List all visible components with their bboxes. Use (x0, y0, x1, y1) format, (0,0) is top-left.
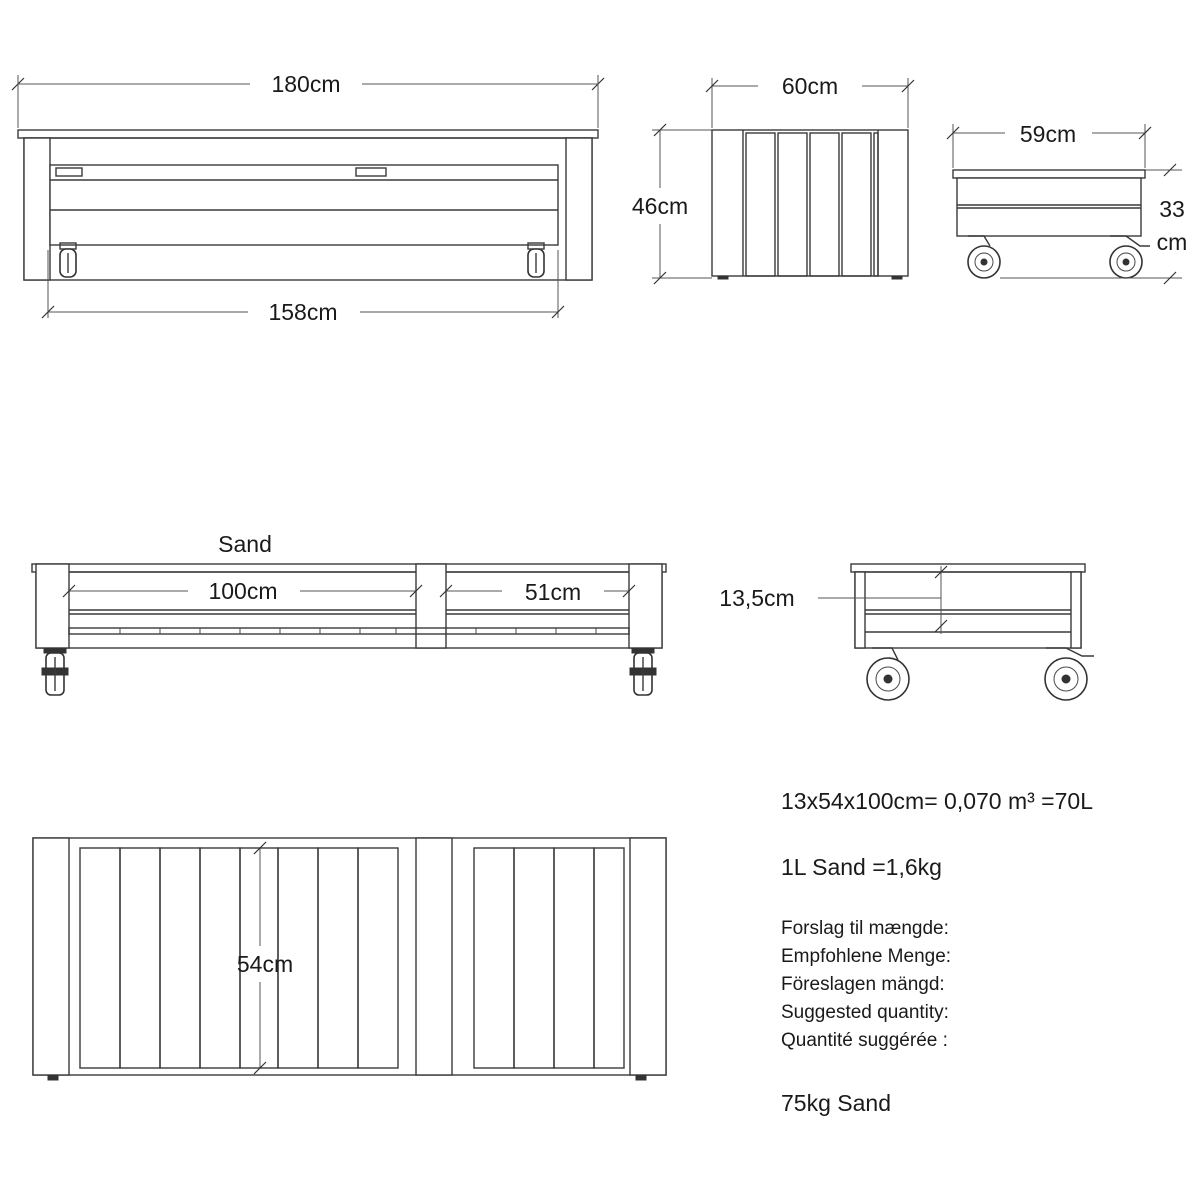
caster-section-right (630, 648, 656, 695)
sandbox-section-view (32, 531, 666, 695)
dim-width-top: 60cm (781, 73, 839, 99)
sandbox-end-view (719, 564, 1094, 700)
suggested-quantity-list (781, 915, 951, 1055)
dim-sand-length: 100cm (208, 578, 278, 604)
side-elevation-view (632, 73, 914, 284)
caster-box-left (968, 236, 1000, 278)
dim-height-box-value: 33 (1159, 196, 1185, 222)
result-note: 75kg Sand (781, 1090, 891, 1116)
density-note: 1L Sand =1,6kg (781, 854, 942, 880)
dim-height-total: 46cm (631, 193, 689, 219)
caster-end-right (1045, 648, 1094, 700)
dim-sand-depth: 13,5cm (719, 585, 795, 611)
front-elevation-view (12, 71, 604, 325)
suggested-label-en: Suggested quantity: (781, 1002, 949, 1023)
caster-box-right (1110, 236, 1150, 278)
caster-end-left (867, 648, 909, 700)
dim-length-inner: 158cm (268, 299, 338, 325)
suggested-label-da: Forslag til mængde: (781, 918, 949, 939)
caster-section-left (42, 648, 68, 695)
box-side-view (947, 121, 1187, 284)
volume-note: 13x54x100cm= 0,070 m³ =70L (781, 788, 1093, 814)
sandbox-top-view (33, 838, 666, 1080)
dim-height-box-unit: cm (1156, 229, 1188, 255)
caster-front-right (528, 243, 544, 277)
dim-width-box: 59cm (1019, 121, 1077, 147)
sand-label: Sand (218, 531, 272, 557)
suggested-label-fr: Quantité suggérée : (781, 1030, 948, 1051)
suggested-label-sv: Föreslagen mängd: (781, 974, 945, 995)
dim-sand-width: 54cm (236, 951, 294, 977)
dim-storage-length: 51cm (524, 579, 582, 605)
dim-length-total: 180cm (271, 71, 341, 97)
suggested-label-de: Empfohlene Menge: (781, 946, 952, 967)
caster-front-left (60, 243, 76, 277)
